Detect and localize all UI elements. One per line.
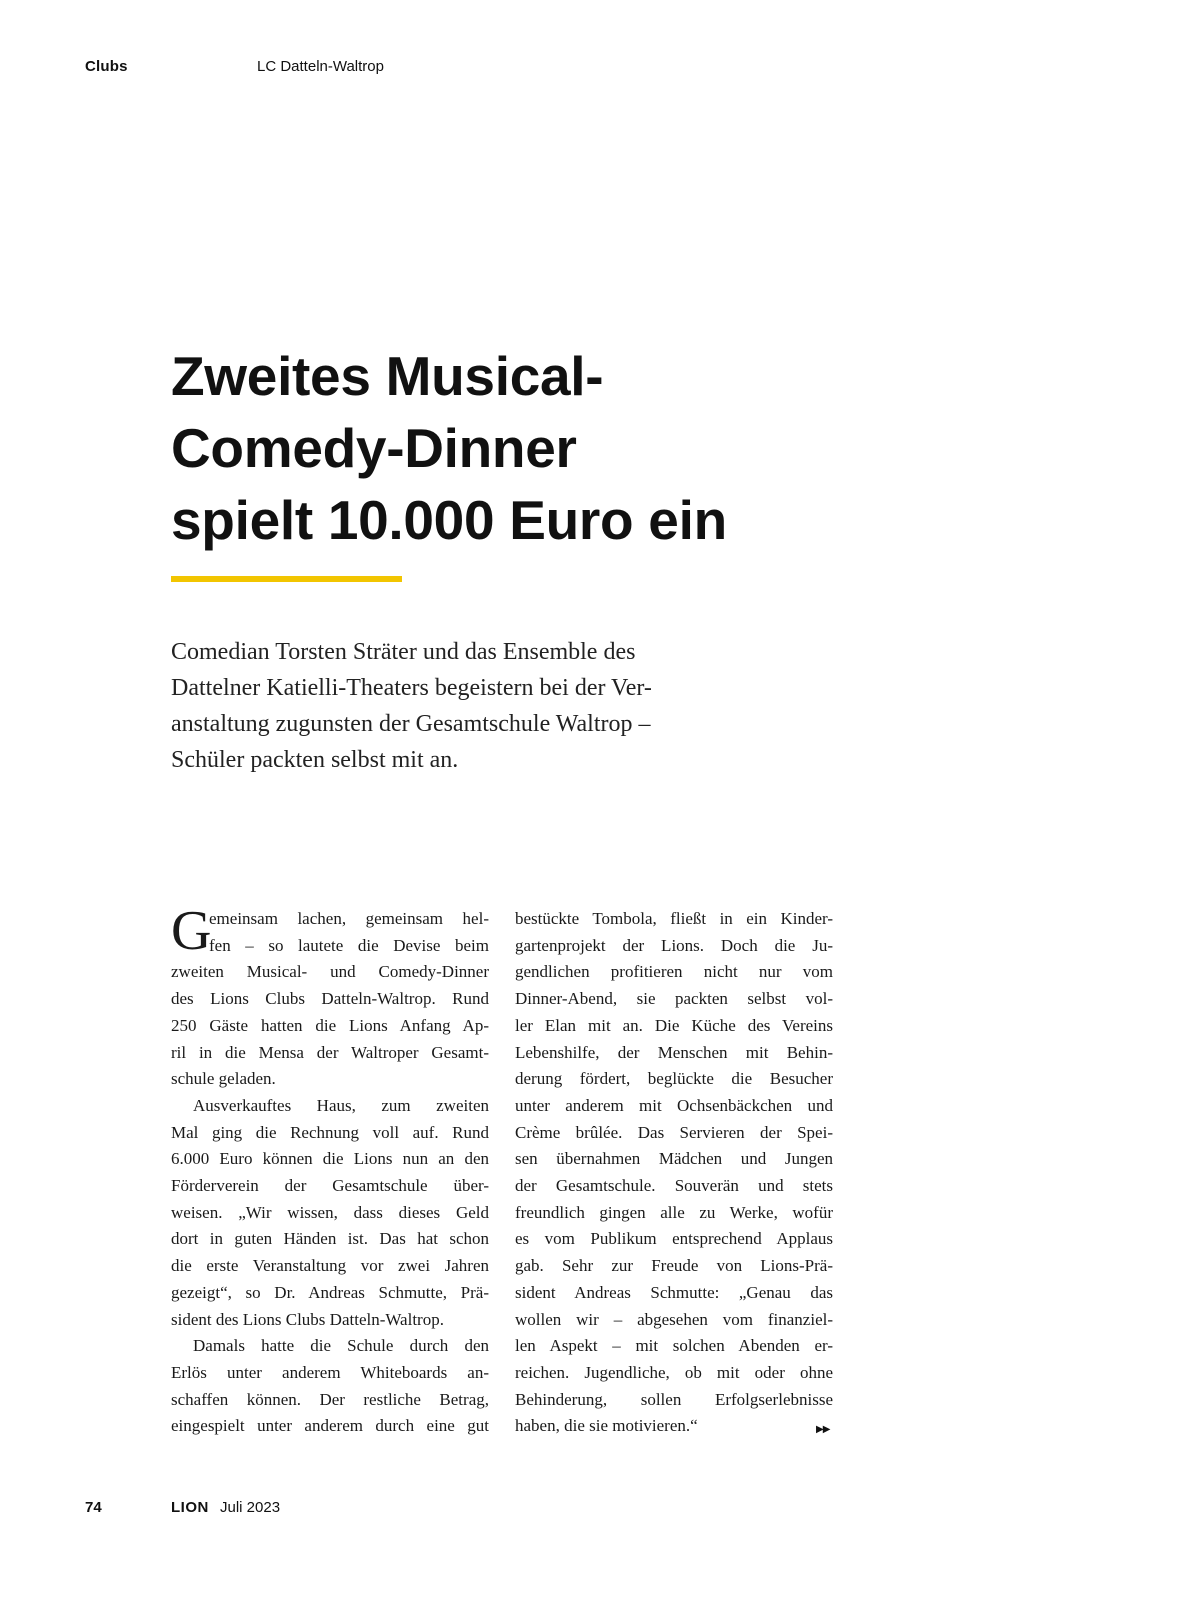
body-line: gab. Sehr zur Freude von Lions-Prä- xyxy=(515,1256,833,1276)
first-paragraph xyxy=(171,900,489,1093)
body-line: gendlichen profitieren nicht nur vom xyxy=(515,962,833,982)
body-line: gezeigt“, so Dr. Andreas Schmutte, Prä- xyxy=(171,1282,489,1302)
body-line: sident des Lions Clubs Datteln-Waltrop. xyxy=(171,1309,444,1329)
body-line: sen übernahmen Mädchen und Jungen xyxy=(515,1149,833,1169)
body-line: zweiten Musical- und Comedy-Dinner xyxy=(171,962,489,982)
body-line: Ausverkauftes Haus, zum zweiten xyxy=(193,1095,489,1115)
issue-date: Juli 2023 xyxy=(220,1499,281,1516)
body-line: haben, die sie motivieren.“ xyxy=(515,1416,698,1436)
article-title xyxy=(171,340,931,556)
body-line: Damals hatte die Schule durch den xyxy=(193,1336,489,1356)
body-line: derung fördert, beglückte die Besucher xyxy=(515,1069,833,1089)
body-line: es vom Publikum entsprechend Applaus xyxy=(515,1229,833,1249)
body-line: Lebenshilfe, der Menschen mit Behin- xyxy=(515,1042,833,1062)
body-line: emeinsam lachen, gemeinsam hel- xyxy=(209,909,489,928)
body-line: bestückte Tombola, fließt in ein Kinder- xyxy=(515,909,833,928)
body-line: 250 Gäste hatten die Lions Anfang Ap- xyxy=(171,1015,489,1035)
body-line: Dinner-Abend, sie packten selbst vol- xyxy=(515,989,833,1009)
body-line: len Aspekt – mit solchen Abenden er- xyxy=(515,1336,833,1356)
body-line: schule geladen. xyxy=(171,1069,276,1089)
body-line: unter anderem mit Ochsenbäckchen und xyxy=(515,1095,833,1115)
body-line: gartenprojekt der Lions. Doch die Ju- xyxy=(515,935,833,955)
title-line: spielt 10.000 Euro ein xyxy=(171,489,727,551)
body-line: reichen. Jugendliche, ob mit oder ohne xyxy=(515,1362,833,1382)
body-line: die erste Veranstaltung vor zwei Jahren xyxy=(171,1256,489,1276)
body-line: Förderverein der Gesamtschule über- xyxy=(171,1176,489,1196)
body-line: fen – so lautete die Devise beim xyxy=(209,935,489,955)
lead-line: Dattelner Katielli-Theaters begeistern bei der Ver- xyxy=(171,675,652,701)
body-line: schaffen können. Der restliche Betrag, xyxy=(171,1389,489,1409)
body-line: weisen. „Wir wissen, dass dieses Geld xyxy=(171,1202,489,1222)
title-line: Comedy-Dinner xyxy=(171,417,577,479)
section-label: Clubs xyxy=(85,58,128,75)
article-lead xyxy=(171,634,731,778)
continued-paragraph xyxy=(515,906,833,1440)
drop-cap: G xyxy=(171,900,212,962)
title-line: Zweites Musical- xyxy=(171,345,604,407)
second-paragraph xyxy=(171,1093,489,1333)
page-number: 74 xyxy=(85,1499,102,1516)
continue-arrows-icon: ▶▶ xyxy=(816,1424,830,1435)
body-line: freundlich gingen alle zu Werke, wofür xyxy=(515,1202,833,1222)
body-line: Mal ging die Rechnung voll auf. Rund xyxy=(171,1122,489,1142)
magazine-name: LION xyxy=(171,1499,209,1516)
third-paragraph xyxy=(171,1333,489,1440)
body-line: Erlös unter anderem Whiteboards an- xyxy=(171,1362,489,1382)
title-accent-bar xyxy=(171,576,402,582)
lead-line: anstaltung zugunsten der Gesamtschule Waltrop – xyxy=(171,711,651,737)
body-line: wollen wir – abgesehen vom finanziel- xyxy=(515,1309,833,1329)
body-line: des Lions Clubs Datteln-Waltrop. Rund xyxy=(171,989,489,1009)
body-line: Crème brûlée. Das Servieren der Spei- xyxy=(515,1122,833,1142)
body-line: der Gesamtschule. Souverän und stets xyxy=(515,1176,833,1196)
club-label: LC Datteln-Waltrop xyxy=(257,58,384,75)
body-line: sident Andreas Schmutte: „Genau das xyxy=(515,1282,833,1302)
body-column-right xyxy=(515,906,833,1440)
body-column-left xyxy=(171,900,489,1440)
body-line: dort in guten Händen ist. Das hat schon xyxy=(171,1229,489,1249)
body-line: 6.000 Euro können die Lions nun an den xyxy=(171,1149,489,1169)
lead-line: Comedian Torsten Sträter und das Ensemble des xyxy=(171,639,636,665)
body-line: ler Elan mit an. Die Küche des Vereins xyxy=(515,1015,833,1035)
body-line: ril in die Mensa der Waltroper Gesamt- xyxy=(171,1042,489,1062)
body-line: eingespielt unter anderem durch eine gut xyxy=(171,1416,489,1436)
body-line: Behinderung, sollen Erfolgserlebnisse xyxy=(515,1389,833,1409)
lead-line: Schüler packten selbst mit an. xyxy=(171,747,459,773)
